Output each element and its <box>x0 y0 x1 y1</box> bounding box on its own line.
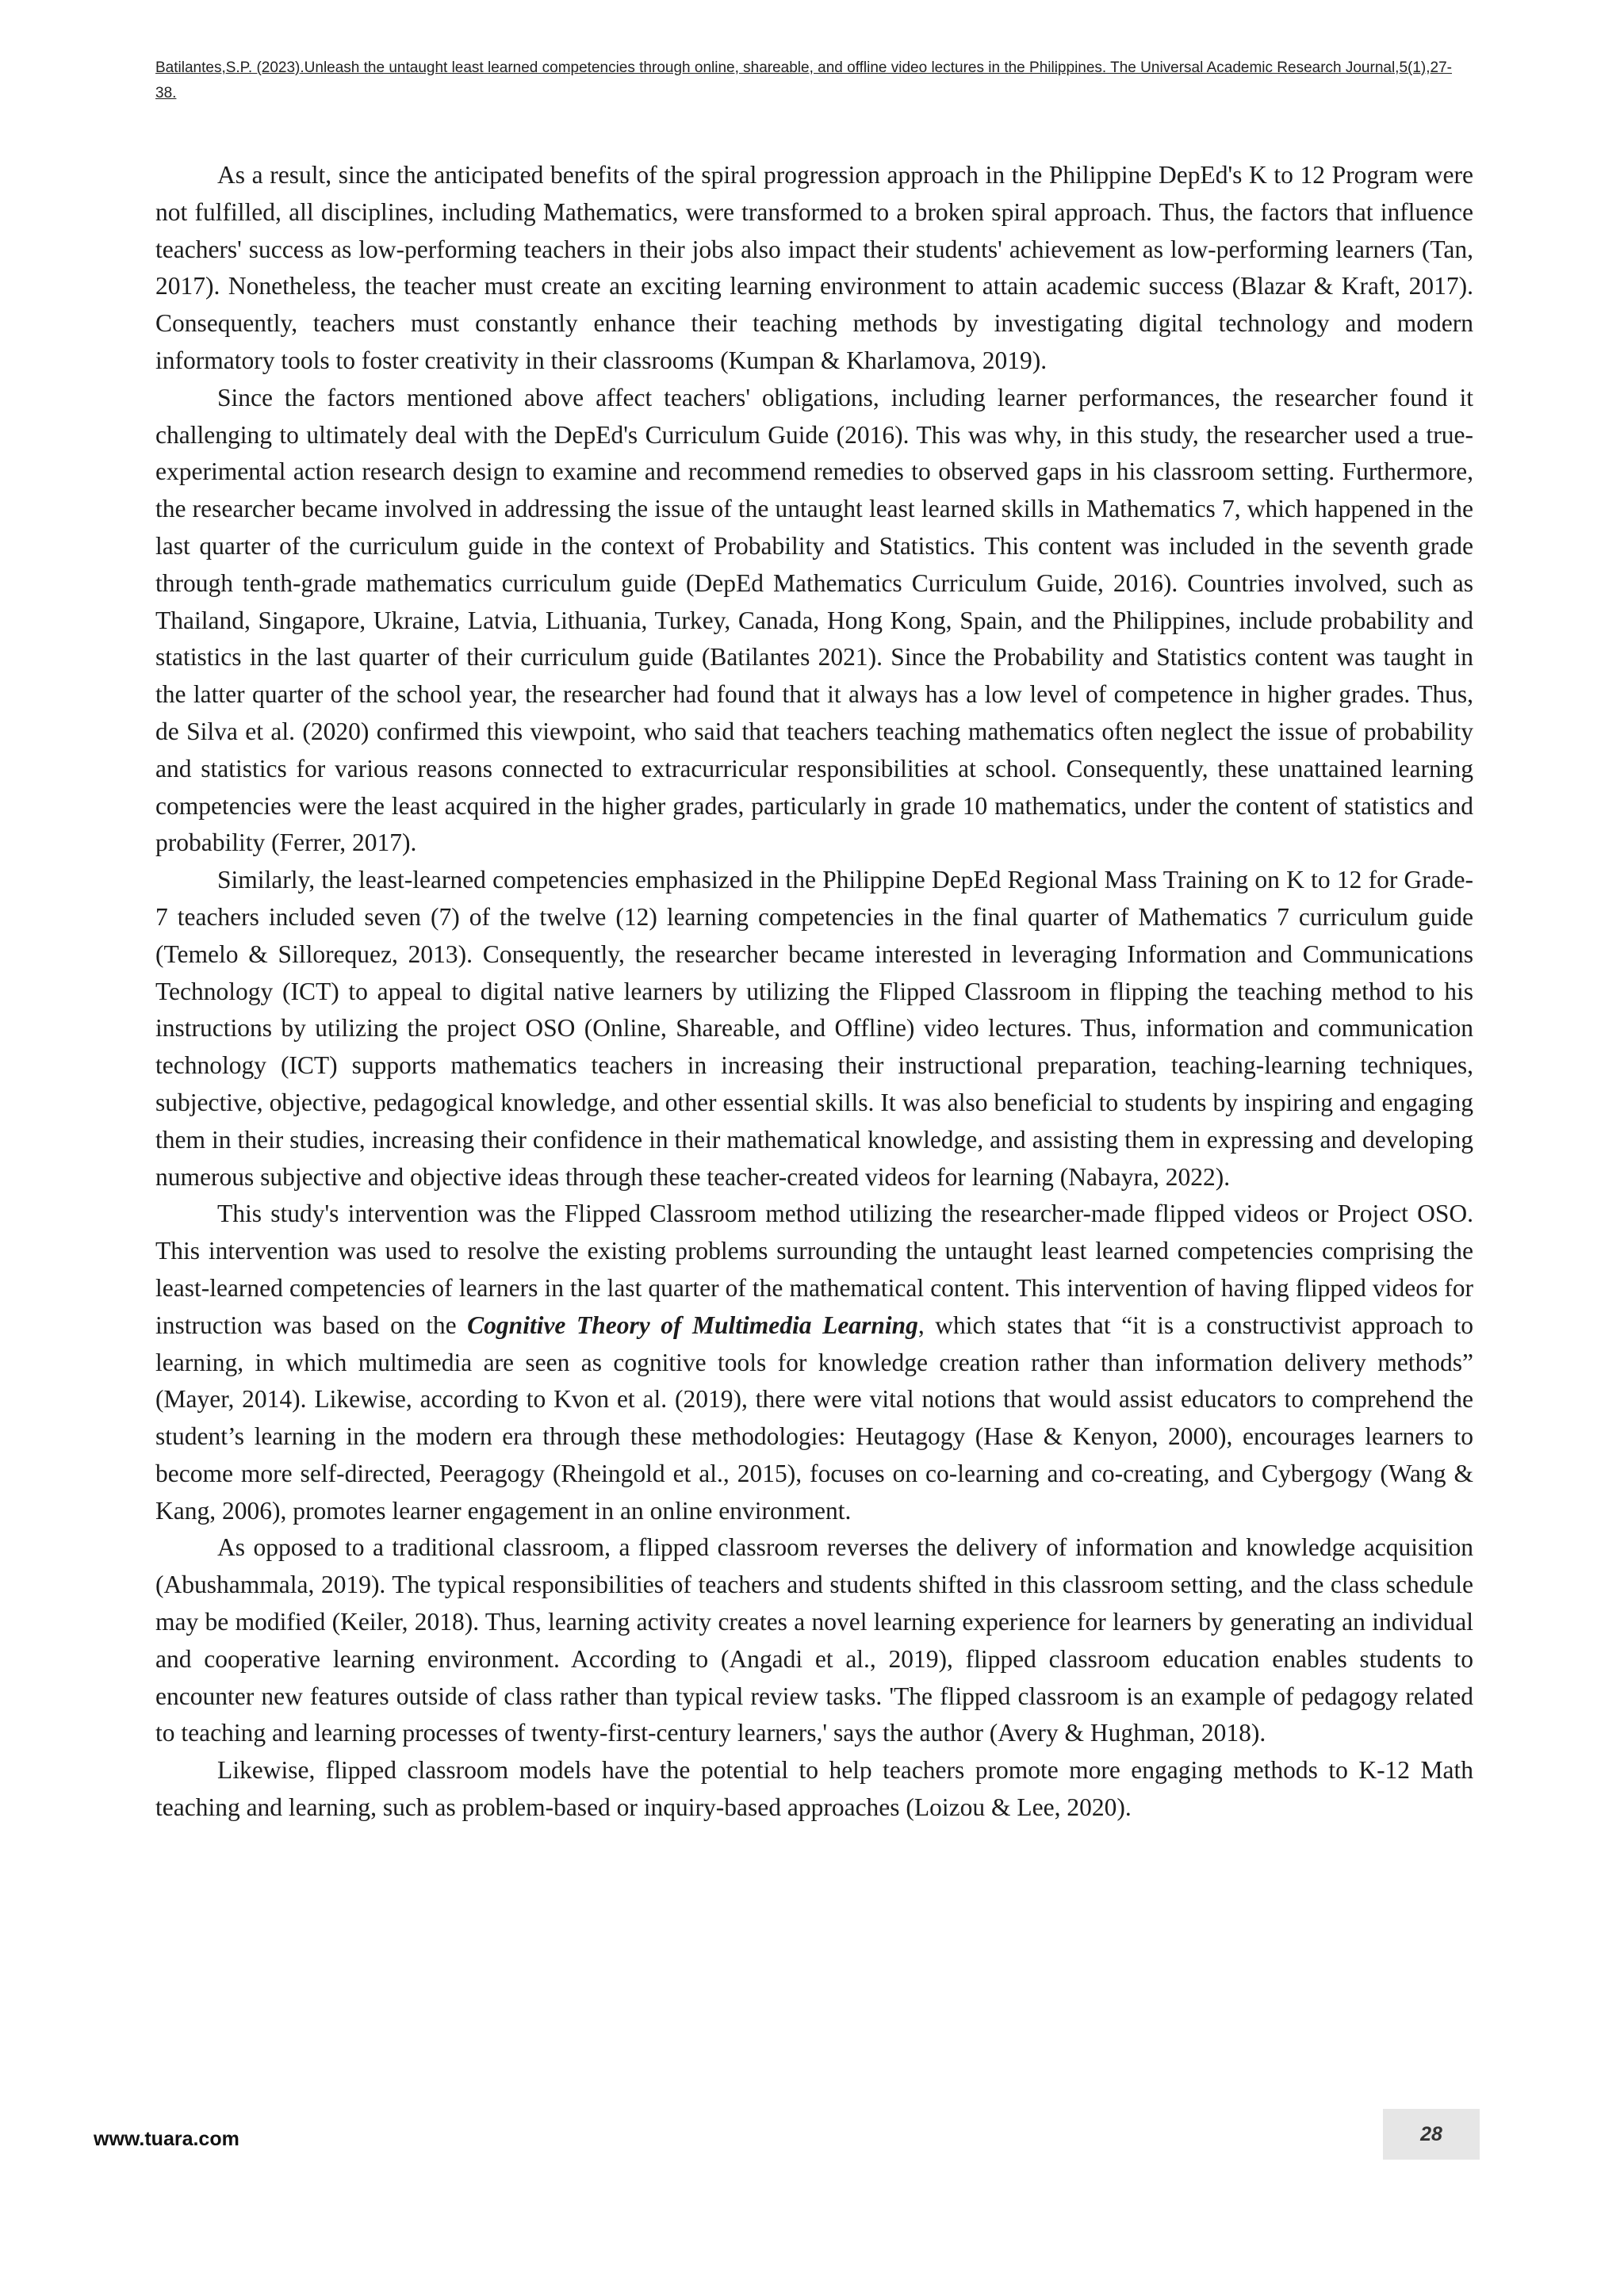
paragraph-5: As opposed to a traditional classroom, a flipped classroom reverses the delivery of information and knowledge acquisition (Abushammala, 2019). The typical responsibilities of teachers and students shifted in this classroom setting, and the class schedule may be modified (Keiler, 2018). Thus, learning activity creates a novel learning experience for learners by generating an individual and cooperative learning environment. According to (Angadi et al., 2019), flipped classroom education enables students to encounter new features outside of class rather than typical review tasks. 'The flipped classroom is an example of pedagogy related to teaching and learning processes of twenty-first-century learners,' says the author (Avery & Hughman, 2018). <box>155 1533 1473 1747</box>
header-citation-link[interactable]: Batilantes,S.P. (2023).Unleash the untaught least learned competencies through online, shareable, and offline video lectures in the Philippines. The Universal Academic Research Journal,5(1),27-38. <box>155 59 1452 101</box>
paragraph-2: Since the factors mentioned above affect teachers' obligations, including learner performances, the researcher found it challenging to ultimately deal with the DepEd's Curriculum Guide (2016). This was why, in this study, the researcher used a true-experimental action research design to examine and recommend remedies to observed gaps in his classroom setting. Furthermore, the researcher became involved in addressing the issue of the untaught least learned skills in Mathematics 7, which happened in the last quarter of the curriculum guide in the context of Probability and Statistics. This content was included in the seventh grade through tenth-grade mathematics curriculum guide (DepEd Mathematics Curriculum Guide, 2016). Countries involved, such as Thailand, Singapore, Ukraine, Latvia, Lithuania, Turkey, Canada, Hong Kong, Spain, and the Philippines, include probability and statistics in the last quarter of their curriculum guide (Batilantes 2021). Since the Probability and Statistics content was taught in the latter quarter of the school year, the researcher had found that it always has a low level of competence in higher grades. Thus, de Silva et al. (2020) confirmed this viewpoint, who said that teachers teaching mathematics often neglect the issue of probability and statistics for various reasons connected to extracurricular responsibilities at school. Consequently, these unattained learning competencies were the least acquired in the higher grades, particularly in grade 10 mathematics, under the content of statistics and probability (Ferrer, 2017). <box>155 383 1473 857</box>
running-header <box>155 55 1472 106</box>
paragraph-4 <box>155 1196 1473 1529</box>
paragraph-6: Likewise, flipped classroom models have the potential to help teachers promote more engaging methods to K-12 Math teaching and learning, such as problem-based or inquiry-based approaches (Loizou & Lee, 2020). <box>155 1756 1473 1822</box>
page-number: 28 <box>1420 2122 1442 2145</box>
paragraph-1: As a result, since the anticipated benefits of the spiral progression approach in the Philippine DepEd's K to 12 Program were not fulfilled, all disciplines, including Mathematics, were transformed to a broken spiral approach. Thus, the factors that influence teachers' success as low-performing teachers in their jobs also impact their students' achievement as low-performing learners (Tan, 2017). Nonetheless, the teacher must create an exciting learning environment to attain academic success (Blazar & Kraft, 2017). Consequently, teachers must constantly enhance their teaching methods by investigating digital technology and modern informatory tools to foster creativity in their classrooms (Kumpan & Kharlamova, 2019). <box>155 161 1473 374</box>
paragraph-3: Similarly, the least-learned competencies emphasized in the Philippine DepEd Regional Mass Training on K to 12 for Grade-7 teachers included seven (7) of the twelve (12) learning competencies in the final quarter of Mathematics 7 curriculum guide (Temelo & Sillorequez, 2013). Consequently, the researcher became interested in leveraging Information and Communications Technology (ICT) to appeal to digital native learners by utilizing the Flipped Classroom in flipping the teaching method to his instructions by utilizing the project OSO (Online, Shareable, and Offline) video lectures. Thus, information and communication technology (ICT) supports mathematics teachers in increasing their instructional preparation, teaching-learning techniques, subjective, objective, pedagogical knowledge, and other essential skills. It was also beneficial to students by inspiring and engaging them in their studies, increasing their confidence in their mathematical knowledge, and assisting them in expressing and developing numerous subjective and objective ideas through these teacher-created videos for learning (Nabayra, 2022). <box>155 866 1473 1191</box>
paragraph-4-rest: , which states that “it is a constructivist approach to learning, in which multimedia are seen as cognitive tools for knowledge creation rather than information delivery methods” (Mayer, 2014). Likewise, according to Kvon et al. (2019), there were vital notions that would assist educators to comprehend the student’s learning in the modern era through these methodologies: Heutagogy (Hase & Kenyon, 2000), encourages learners to become more self-directed, Peeragogy (Rheingold et al., 2015), focuses on co-learning and co-creating, and Cybergogy (Wang & Kang, 2006), promotes learner engagement in an online environment. <box>155 1311 1474 1525</box>
paragraph-4-lead: This study's intervention was the Flipped Classroom method utilizing the researcher-made flipped videos or Project OSO. This intervention was used to resolve the existing problems surrounding the untaught least learned competencies comprising the least-learned competencies of learners in the last quarter of the mathematical content. This intervention of having flipped videos for instruction was based on the <box>155 1200 1473 1339</box>
footer-website-link[interactable]: www.tuara.com <box>94 2128 239 2150</box>
article-body <box>155 157 1473 1827</box>
page-number-box <box>1383 2109 1480 2160</box>
theory-name-emphasis: Cognitive Theory of Multimedia Learning <box>467 1311 918 1339</box>
